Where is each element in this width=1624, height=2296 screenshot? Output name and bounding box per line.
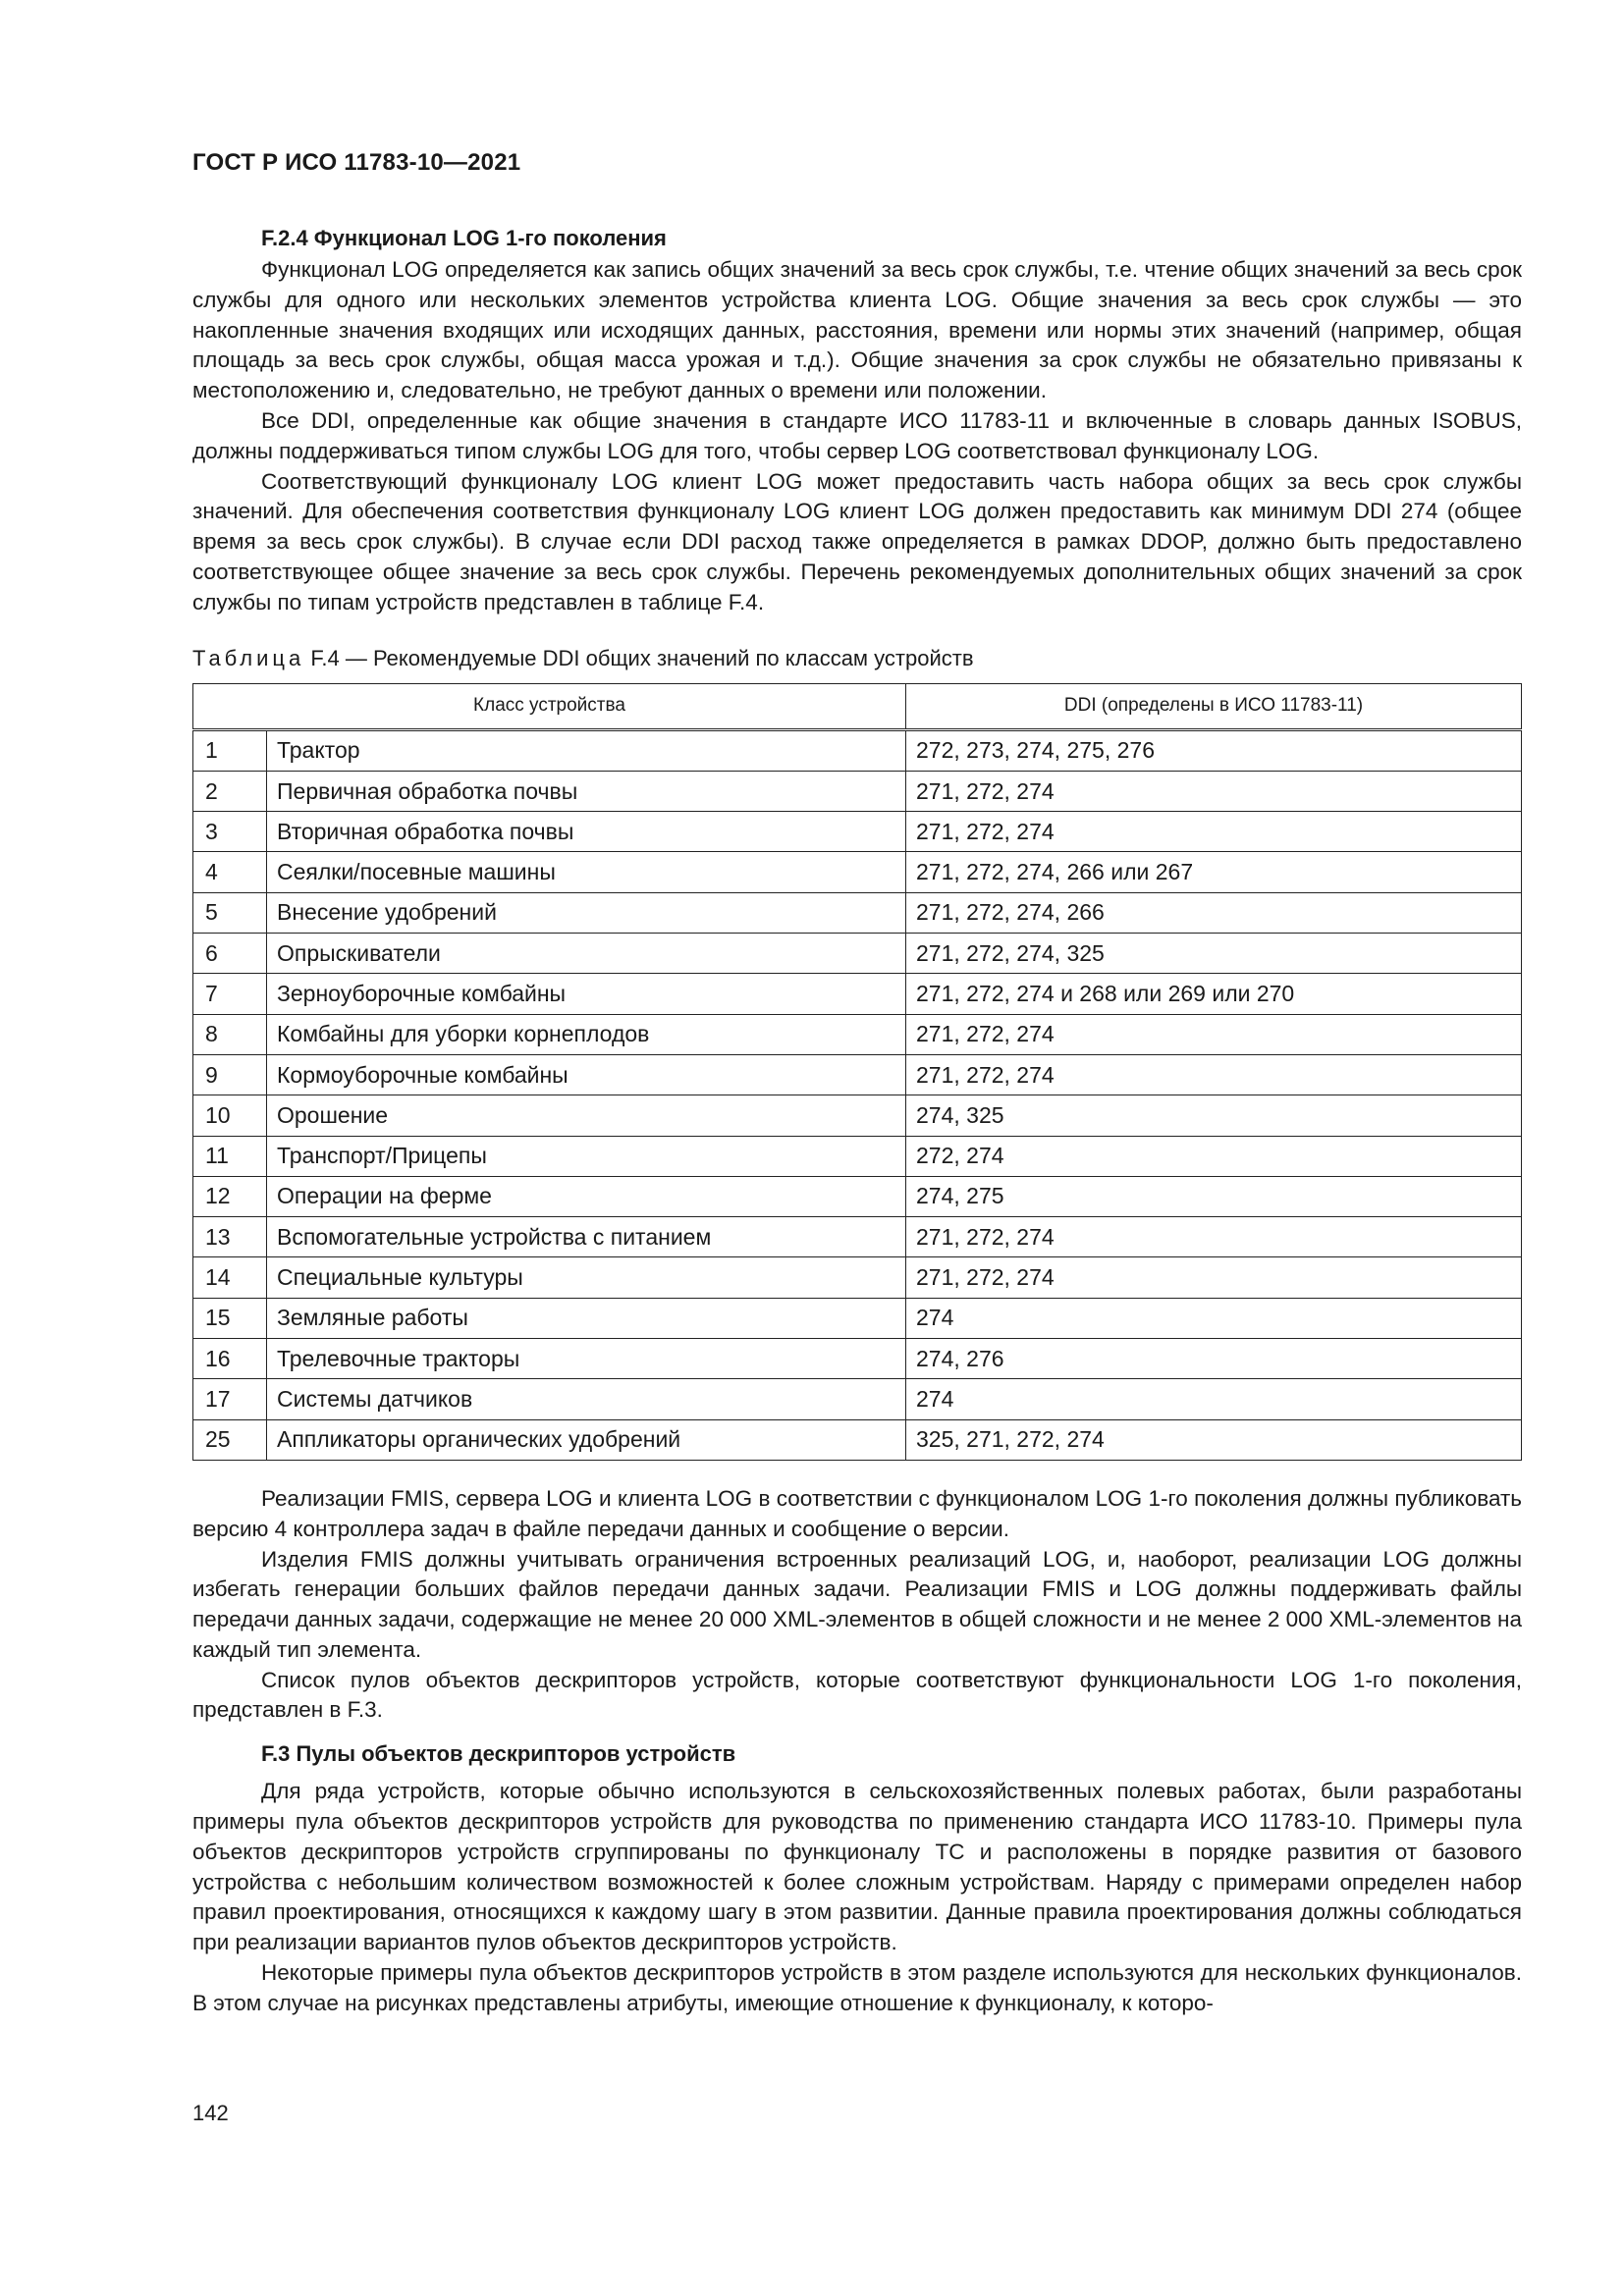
row-number: 11 <box>193 1136 267 1176</box>
column-header-class: Класс устройства <box>193 683 906 729</box>
device-class: Специальные культуры <box>267 1257 906 1298</box>
section-heading-f3: F.3 Пулы объектов дескрипторов устройств <box>261 1741 736 1767</box>
table-row <box>193 1298 1522 1338</box>
row-number: 6 <box>193 934 267 974</box>
table-row <box>193 771 1522 811</box>
device-class: Земляные работы <box>267 1298 906 1338</box>
table-row <box>193 892 1522 933</box>
device-class: Аппликаторы органических удобрений <box>267 1419 906 1460</box>
paragraph: Все DDI, определенные как общие значения в стандарте ИСО 11783-11 и включенные в словарь данных ISOBUS, должны поддерживаться типом службы LOG для того, чтобы сервер LOG соответствовал функционалу LOG. <box>192 407 1522 463</box>
ddi-values: 271, 272, 274 и 268 или 269 или 270 <box>906 974 1522 1014</box>
table-row <box>193 852 1522 892</box>
row-number: 8 <box>193 1014 267 1054</box>
ddi-values: 271, 272, 274, 266 или 267 <box>906 852 1522 892</box>
document-header: ГОСТ Р ИСО 11783-10—2021 <box>192 149 521 176</box>
row-number: 17 <box>193 1379 267 1419</box>
row-number: 9 <box>193 1054 267 1095</box>
paragraph: Функционал LOG определяется как запись общих значений за весь срок службы, т.е. чтение общих значений за весь срок службы для одного или нескольких элементов устройства клиента LOG. Общие значения за весь срок службы — это накопленные значения входящих или исходящих данных, расстояния, времени или нормы этих значений (например, общая площадь за весь срок службы, общая масса урожая и т.д.). Общие значения за срок службы не обязательно привязаны к местоположению и, следовательно, не требуют данных о времени или положении. <box>192 257 1522 403</box>
paragraph: Соответствующий функционалу LOG клиент LOG может предоставить часть набора общих за весь срок службы значений. Для обеспечения соответствия функционалу LOG клиент LOG должен предоставить как минимум DDI 274 (общее время за весь срок службы). В случае если DDI расход также определяется в рамках DDOP, должно быть предоставлено соответствующее общее значение за весь срок службы. Перечень рекомендуемых дополнительных общих значений за срок службы по типам устройств представлен в таблице F.4. <box>192 468 1522 614</box>
ddi-values: 271, 272, 274 <box>906 771 1522 811</box>
table-row <box>193 934 1522 974</box>
table-row <box>193 1257 1522 1298</box>
table-row <box>193 974 1522 1014</box>
column-header-ddi: DDI (определены в ИСО 11783-11) <box>906 683 1522 729</box>
row-number: 13 <box>193 1217 267 1257</box>
device-class: Вторичная обработка почвы <box>267 812 906 852</box>
device-class: Системы датчиков <box>267 1379 906 1419</box>
ddi-values: 274, 275 <box>906 1176 1522 1216</box>
row-number: 1 <box>193 729 267 771</box>
row-number: 12 <box>193 1176 267 1216</box>
table-row <box>193 1217 1522 1257</box>
device-class: Трактор <box>267 729 906 771</box>
device-class: Кормоуборочные комбайны <box>267 1054 906 1095</box>
device-class: Трелевочные тракторы <box>267 1339 906 1379</box>
paragraph: Для ряда устройств, которые обычно используются в сельскохозяйственных полевых работах, были разработаны примеры пула объектов дескрипторов устройств для руководства по применению стандарта ИСО 11783-10. Примеры пула объектов дескрипторов устройств сгруппированы по функционалу TC и расположены в порядке развития от базового устройства с небольшим количеством возможностей к более сложным устройствам. Наряду с примерами определен набор правил проектирования, относящихся к каждому шагу в этом развитии. Данные правила проектирования должны соблюдаться при реализации вариантов пулов объектов дескрипторов устройств. <box>192 1779 1522 1955</box>
device-class: Опрыскиватели <box>267 934 906 974</box>
device-class: Зерноуборочные комбайны <box>267 974 906 1014</box>
ddi-values: 274 <box>906 1379 1522 1419</box>
row-number: 4 <box>193 852 267 892</box>
paragraph: Изделия FMIS должны учитывать ограничения встроенных реализаций LOG, и, наоборот, реализации LOG должны избегать генерации больших файлов передачи данных задачи. Реализации FMIS и LOG должны поддерживать файлы передачи данных задачи, содержащие не менее 20 000 XML-элементов в общей сложности и не менее 2 000 XML-элементов на каждый тип элемента. <box>192 1546 1522 1662</box>
ddi-values: 325, 271, 272, 274 <box>906 1419 1522 1460</box>
ddi-values: 271, 272, 274, 266 <box>906 892 1522 933</box>
ddi-values: 271, 272, 274 <box>906 812 1522 852</box>
row-number: 10 <box>193 1095 267 1136</box>
ddi-values: 271, 272, 274 <box>906 1257 1522 1298</box>
row-number: 2 <box>193 771 267 811</box>
table-caption-text: F.4 — Рекомендуемые DDI общих значений по классам устройств <box>304 645 974 670</box>
table-caption <box>192 644 1522 673</box>
device-class: Сеялки/посевные машины <box>267 852 906 892</box>
ddi-table <box>192 683 1522 1461</box>
ddi-values: 274, 325 <box>906 1095 1522 1136</box>
row-number: 14 <box>193 1257 267 1298</box>
row-number: 15 <box>193 1298 267 1338</box>
device-class: Первичная обработка почвы <box>267 771 906 811</box>
ddi-values: 272, 273, 274, 275, 276 <box>906 729 1522 771</box>
table-row <box>193 729 1522 771</box>
paragraph: Реализации FMIS, сервера LOG и клиента LOG в соответствии с функционалом LOG 1-го поколения должны публиковать версию 4 контроллера задач в файле передачи данных и сообщение о версии. <box>192 1485 1522 1541</box>
page-number: 142 <box>192 2101 229 2125</box>
device-class: Операции на ферме <box>267 1176 906 1216</box>
device-class: Внесение удобрений <box>267 892 906 933</box>
ddi-values: 272, 274 <box>906 1136 1522 1176</box>
ddi-values: 271, 272, 274, 325 <box>906 934 1522 974</box>
table-row <box>193 1054 1522 1095</box>
row-number: 5 <box>193 892 267 933</box>
table-header-row <box>193 683 1522 729</box>
table-caption-label: Таблица <box>192 645 305 670</box>
ddi-values: 271, 272, 274 <box>906 1217 1522 1257</box>
paragraph: Некоторые примеры пула объектов дескрипторов устройств в этом разделе используются для нескольких функционалов. В этом случае на рисунках представлены атрибуты, имеющие отношение к функционалу, к которо- <box>192 1960 1522 2015</box>
device-class: Вспомогательные устройства с питанием <box>267 1217 906 1257</box>
row-number: 7 <box>193 974 267 1014</box>
row-number: 25 <box>193 1419 267 1460</box>
page-content <box>192 224 1522 2019</box>
device-class: Транспорт/Прицепы <box>267 1136 906 1176</box>
table-row <box>193 1176 1522 1216</box>
ddi-values: 271, 272, 274 <box>906 1014 1522 1054</box>
table-row <box>193 1095 1522 1136</box>
ddi-values: 271, 272, 274 <box>906 1054 1522 1095</box>
paragraph: Список пулов объектов дескрипторов устройств, которые соответствуют функциональности LOG 1-го поколения, представлен в F.3. <box>192 1667 1522 1723</box>
table-row <box>193 1419 1522 1460</box>
table-row <box>193 1136 1522 1176</box>
section-heading-f24: F.2.4 Функционал LOG 1-го поколения <box>261 226 667 250</box>
ddi-values: 274, 276 <box>906 1339 1522 1379</box>
device-class: Комбайны для уборки корнеплодов <box>267 1014 906 1054</box>
ddi-values: 274 <box>906 1298 1522 1338</box>
device-class: Орошение <box>267 1095 906 1136</box>
table-row <box>193 812 1522 852</box>
table-row <box>193 1379 1522 1419</box>
row-number: 16 <box>193 1339 267 1379</box>
table-row <box>193 1339 1522 1379</box>
table-row <box>193 1014 1522 1054</box>
row-number: 3 <box>193 812 267 852</box>
